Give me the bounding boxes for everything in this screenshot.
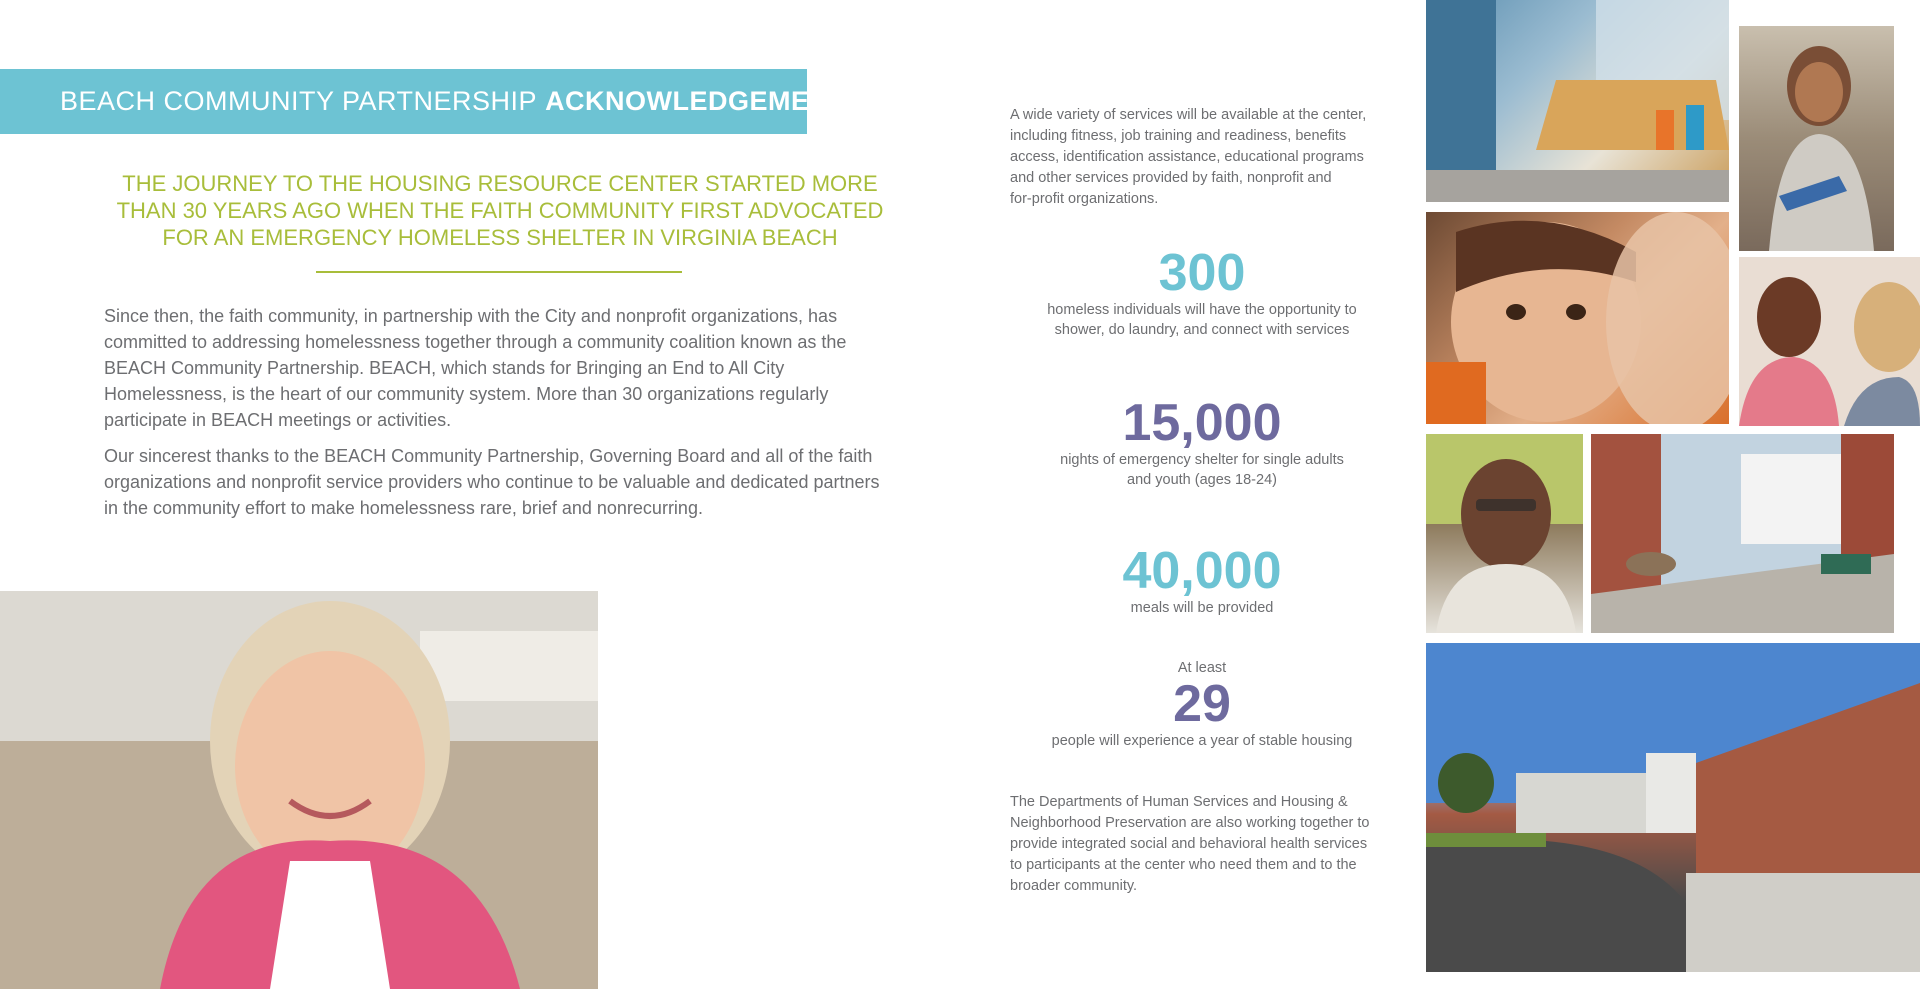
classroom-photo [1426,0,1729,202]
child-photo [1426,212,1729,424]
stat-prefix: At least [1177,660,1227,676]
stat-description-line: nights of emergency shelter for single adults [1060,452,1344,468]
closing-line: The Departments of Human Services and Housing & [1010,794,1348,810]
intro-line: for-profit organizations. [1010,191,1159,207]
student-photo [1739,26,1894,251]
body-paragraph: Our sincerest thanks to the BEACH Community Partnership, Governing Board and all of the faith organizations and nonprofit service providers who continue to be valuable and dedicated partners in the community effort to make homelessness rare, brief and nonrecurring. [104,446,880,518]
stat-description [1020,731,1384,751]
stat-15000 [1020,396,1384,490]
stat-description [1020,450,1384,490]
stat-description [1020,598,1384,618]
body-paragraph: Since then, the faith community, in partnership with the City and nonprofit organizations, has committed to addressing homelessness together through a community coalition known as the BEACH Community Partnership. BEACH, which stands for Bringing an End to All City Homelessness, is the heart of our community system. More than 30 organizations regularly participate in BEACH meetings or activities. [104,306,847,430]
intro-line: A wide variety of services will be available at the center, [1010,107,1367,123]
headline-line: THE JOURNEY TO THE HOUSING RESOURCE CENTER STARTED MORE [122,171,878,196]
stat-description [1020,300,1384,340]
headline [105,170,895,251]
stat-description-line: and youth (ages 18-24) [1127,472,1277,488]
child-illustration [1426,212,1729,424]
stat-description-line: meals will be provided [1130,600,1274,616]
body-text [104,303,884,531]
stat-description-line: shower, do laundry, and connect with services [1054,322,1350,338]
stat-description-line: people will experience a year of stable housing [1051,733,1353,749]
stat-number: 300 [1158,244,1246,302]
stat-description-line: homeless individuals will have the opportunity to [1047,302,1357,318]
page-title-bold: ACKNOWLEDGEMENT [545,86,847,116]
intro-line: access, identification assistance, educational programs [1010,149,1364,165]
closing-line: to participants at the center who need them and to the [1010,857,1357,873]
counseling-illustration [1739,257,1920,426]
classroom-illustration [1426,0,1729,202]
stat-number: 15,000 [1122,394,1282,452]
headline-divider [316,271,682,273]
student-illustration [1739,26,1894,251]
closing-line: broader community. [1010,878,1138,894]
building-photo [1426,643,1920,972]
building-illustration [1426,643,1920,972]
intro-line: including fitness, job training and readiness, benefits [1010,128,1347,144]
stat-number: 29 [1173,675,1231,733]
headline-line: THAN 30 YEARS AGO WHEN THE FAITH COMMUNITY FIRST ADVOCATED [116,198,884,223]
intro-text [1010,105,1390,210]
stat-300 [1020,246,1384,340]
title-banner [0,69,847,134]
courtyard-illustration [1591,434,1894,633]
page-title [60,86,847,117]
man-photo [1426,434,1583,633]
closing-line: Neighborhood Preservation are also working together to [1010,815,1370,831]
stat-40000 [1020,544,1384,618]
man-illustration [1426,434,1583,633]
stat-number: 40,000 [1122,542,1282,600]
page-title-light: BEACH COMMUNITY PARTNERSHIP [60,86,538,116]
closing-text [1010,792,1400,897]
stat-29 [1020,659,1384,751]
headline-line: FOR AN EMERGENCY HOMELESS SHELTER IN VIRGINIA BEACH [162,225,838,250]
counseling-photo [1739,257,1920,426]
courtyard-photo [1591,434,1894,633]
elderly-woman-illustration [0,591,598,989]
elderly-woman-photo [0,591,598,989]
closing-line: provide integrated social and behavioral health services [1010,836,1368,852]
intro-line: and other services provided by faith, nonprofit and [1010,170,1332,186]
